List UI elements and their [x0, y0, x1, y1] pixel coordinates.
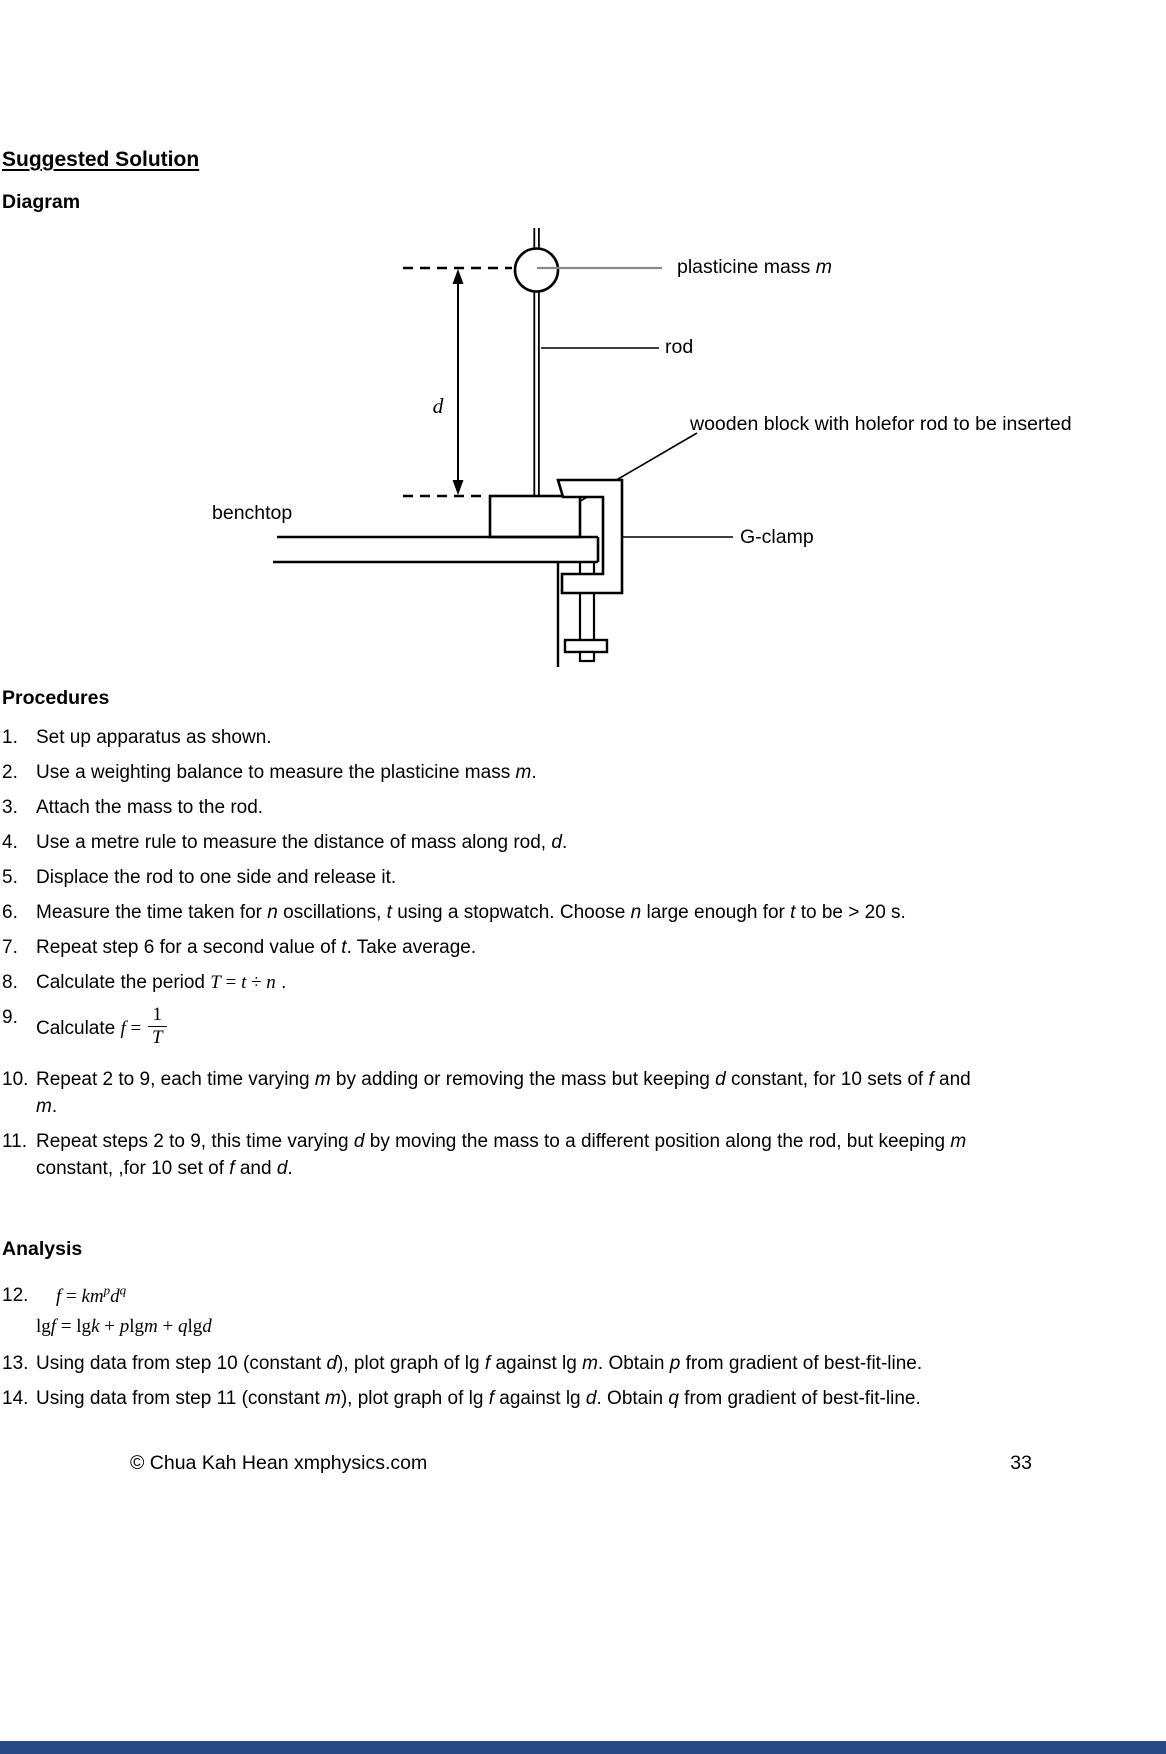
list-item: 12. $f = km^pd^q$ lgf = lgk + plgm + qlgd	[2, 1282, 212, 1337]
list-item: 8. Calculate the period T = t ÷ n .	[2, 969, 1162, 996]
wooden-block-label: wooden block with holefor rod to be inserted	[690, 413, 1072, 435]
list-item: 10. Repeat 2 to 9, each time varying m by adding or removing the mass but keeping d constant, for 10 sets of f and m.	[2, 1066, 1162, 1120]
bench-top	[273, 537, 598, 562]
list-item: 1. Set up apparatus as shown.	[2, 724, 1162, 751]
wooden-block	[490, 496, 580, 537]
list-item-number: 7.	[2, 937, 18, 958]
diagram-heading: Diagram	[2, 191, 81, 213]
list-item-number: 8.	[2, 972, 18, 993]
list-item-number: 11.	[2, 1131, 28, 1152]
d-dimension-arrow	[453, 269, 464, 495]
screw-handle	[565, 640, 607, 652]
list-item-number: 5.	[2, 867, 18, 888]
plasticine-label: plasticine mass m	[677, 256, 832, 278]
analysis-list	[2, 1282, 1162, 1420]
list-item-number: 9.	[2, 1007, 18, 1028]
list-item: 3. Attach the mass to the rod.	[2, 794, 1162, 821]
list-item: 2. Use a weighting balance to measure the plasticine mass m.	[2, 759, 1162, 786]
bench-top-label: benchtop	[212, 502, 293, 524]
list-item-number: 14.	[2, 1388, 29, 1409]
procedures-list	[2, 724, 1162, 1190]
list-item-number: 4.	[2, 832, 18, 853]
list-item: 5. Displace the rod to one side and release it.	[2, 864, 1162, 891]
page-title: Suggested Solution	[2, 148, 200, 171]
list-item-number: 10.	[2, 1069, 29, 1090]
list-item: 14. Using data from step 11 (constant m), plot graph of lg f against lg d. Obtain q from gradient of best-fit-line.	[2, 1385, 1162, 1412]
list-item: 7. Repeat step 6 for a second value of t. Take average.	[2, 934, 1162, 961]
list-item-number: 3.	[2, 797, 18, 818]
list-item: 6. Measure the time taken for n oscillations, t using a stopwatch. Choose n large enough for t to be > 20 s.	[2, 899, 1162, 926]
analysis-heading: Analysis	[2, 1238, 83, 1260]
list-item: 9. Calculate f = $\frac{1}{T}$	[2, 1004, 1162, 1054]
list-item-number: 1.	[2, 727, 18, 748]
accent-bottom-bar	[0, 1741, 1166, 1754]
plasticine-ball	[515, 249, 558, 292]
list-item: 4. Use a metre rule to measure the distance of mass along rod, d.	[2, 829, 1162, 856]
apparatus-diagram	[0, 200, 1166, 670]
apparatus-line-art	[0, 200, 1166, 670]
d-dimension-label: d	[432, 394, 444, 418]
screw-tip	[580, 652, 594, 661]
copyright-text: © Chua Kah Hean xmphysics.com	[130, 1452, 428, 1474]
list-item-number: 2.	[2, 762, 18, 783]
list-item-number: 6.	[2, 902, 18, 923]
list-item-number: 12.	[2, 1285, 29, 1306]
g-clamp-label: G-clamp	[740, 526, 814, 548]
list-item-number: 13.	[2, 1353, 29, 1374]
list-item: 13. Using data from step 10 (constant d), plot graph of lg f against lg m. Obtain p from gradient of best-fit-line.	[2, 1350, 1162, 1377]
page-number: 33	[1010, 1452, 1032, 1474]
procedures-heading: Procedures	[2, 687, 110, 709]
fraction: $\frac{1}{T}$	[148, 1004, 167, 1049]
rod-label: rod	[665, 336, 694, 358]
list-item: 11. Repeat steps 2 to 9, this time varying d by moving the mass to a different position along the rod, but keeping m constant, ,for 10 set of f and d.	[2, 1128, 1162, 1182]
